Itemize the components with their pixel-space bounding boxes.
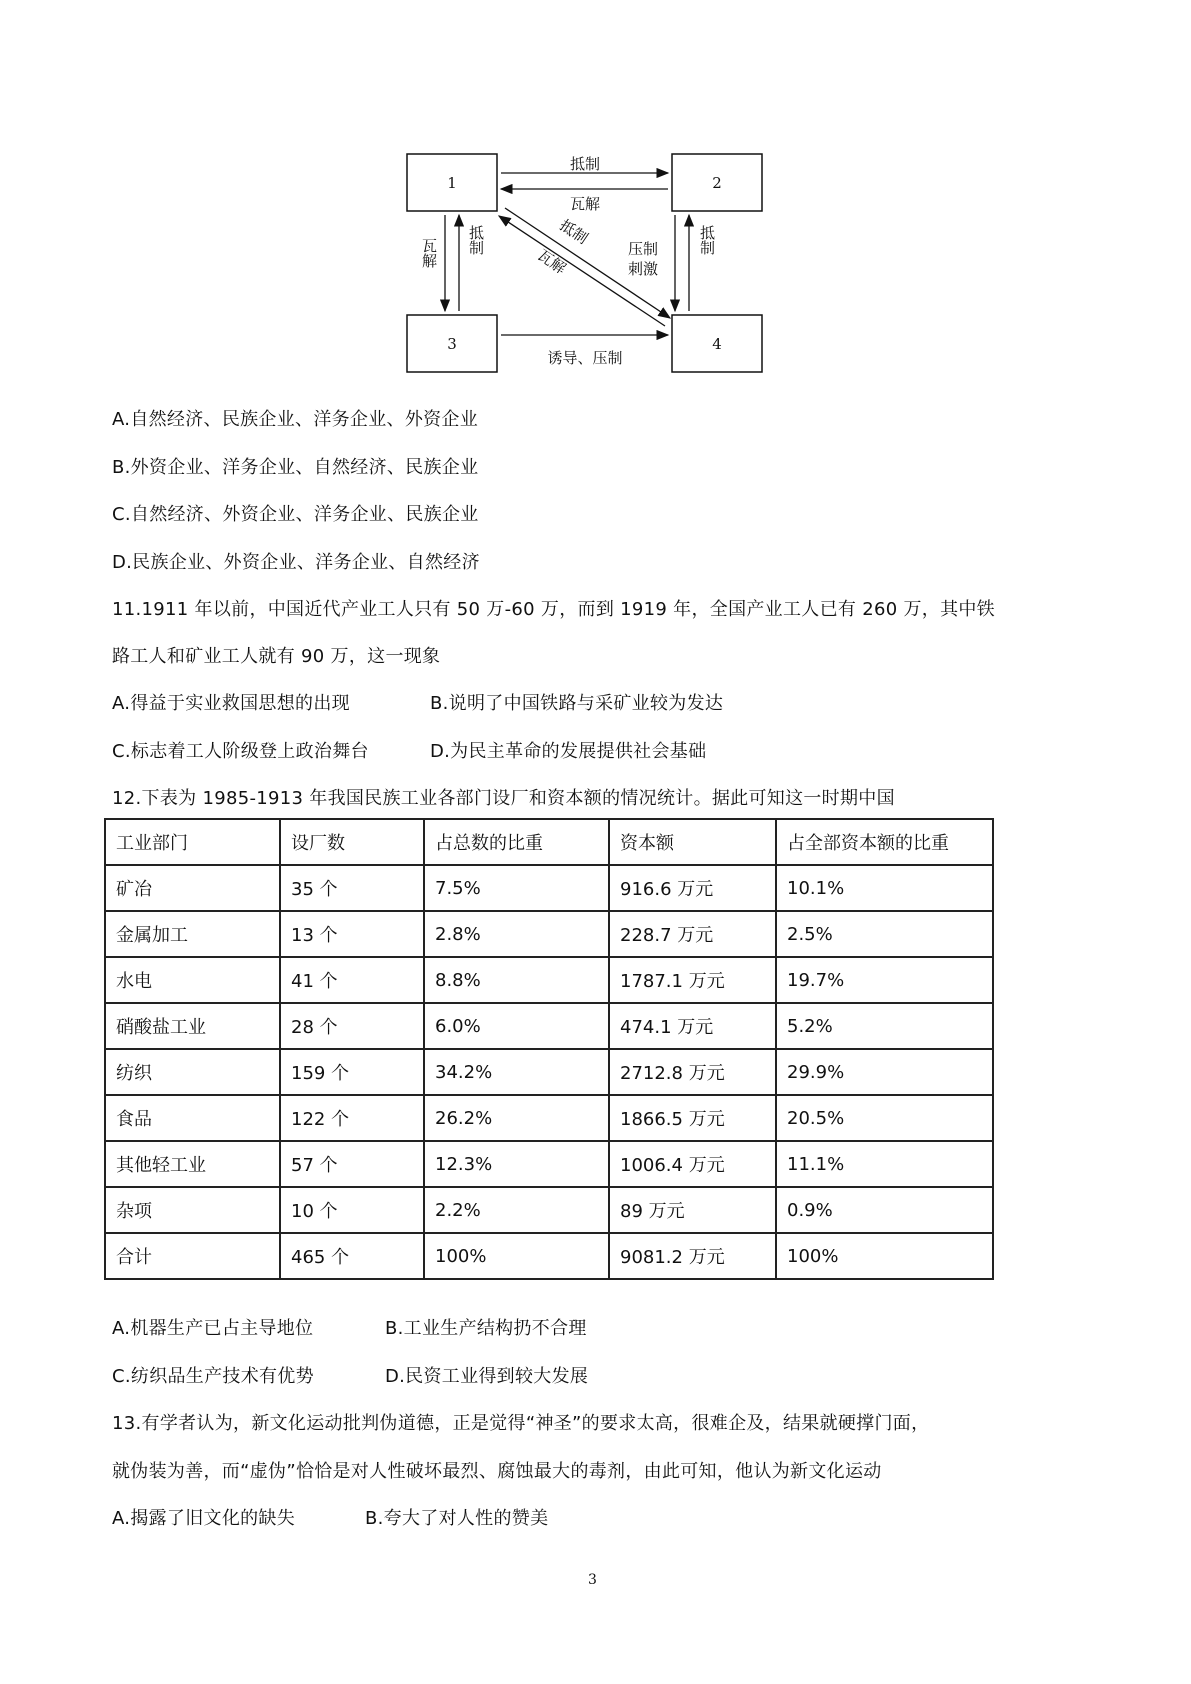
label-left-resist: 抵制 <box>467 225 485 255</box>
table-cell: 杂项 <box>105 1187 280 1233</box>
label-right-stimulate: 刺激 <box>627 260 659 278</box>
table-cell: 12.3% <box>424 1141 609 1187</box>
label-top-disintegrate: 瓦解 <box>569 195 601 213</box>
q11-option-b: B.说明了中国铁路与采矿业较为发达 <box>430 693 724 714</box>
label-right-suppress: 压制 <box>627 240 659 258</box>
table-cell: 6.0% <box>424 1003 609 1049</box>
q11-stem-line-2: 路工人和矿业工人就有 90 万，这一现象 <box>112 646 441 667</box>
box-1-label: 1 <box>447 174 457 192</box>
relationship-diagram <box>405 148 775 383</box>
label-top-resist: 抵制 <box>569 155 601 173</box>
table-cell: 硝酸盐工业 <box>105 1003 280 1049</box>
table-cell: 89 万元 <box>609 1187 776 1233</box>
table-cell: 2712.8 万元 <box>609 1049 776 1095</box>
table-row <box>105 957 993 1003</box>
table-cell: 100% <box>424 1233 609 1279</box>
table-cell: 9081.2 万元 <box>609 1233 776 1279</box>
table-cell: 金属加工 <box>105 911 280 957</box>
table-row <box>105 911 993 957</box>
q13-option-b: B.夸大了对人性的赞美 <box>365 1508 549 1529</box>
table-cell: 35 个 <box>280 865 424 911</box>
table-cell: 5.2% <box>776 1003 993 1049</box>
q12-option-a: A.机器生产已占主导地位 <box>112 1318 314 1339</box>
q11-option-c: C.标志着工人阶级登上政治舞台 <box>112 741 369 762</box>
q10-option-a: A.自然经济、民族企业、洋务企业、外资企业 <box>112 409 479 430</box>
table-row <box>105 1095 993 1141</box>
table-row <box>105 1187 993 1233</box>
table-cell: 1866.5 万元 <box>609 1095 776 1141</box>
relationship-diagram-svg <box>405 148 775 383</box>
table-row <box>105 1141 993 1187</box>
box-3-label: 3 <box>447 335 457 353</box>
table-cell: 水电 <box>105 957 280 1003</box>
table-cell: 57 个 <box>280 1141 424 1187</box>
table-cell: 29.9% <box>776 1049 993 1095</box>
table-cell: 26.2% <box>424 1095 609 1141</box>
table-row <box>105 865 993 911</box>
table-cell: 2.5% <box>776 911 993 957</box>
table-cell: 纺织 <box>105 1049 280 1095</box>
q11-option-d: D.为民主革命的发展提供社会基础 <box>430 741 707 762</box>
table-cell: 2.2% <box>424 1187 609 1233</box>
table-row <box>105 1233 993 1279</box>
q10-option-b: B.外资企业、洋务企业、自然经济、民族企业 <box>112 457 479 478</box>
table-cell: 474.1 万元 <box>609 1003 776 1049</box>
table-cell: 10 个 <box>280 1187 424 1233</box>
q13-option-a: A.揭露了旧文化的缺失 <box>112 1508 296 1529</box>
q11-option-a: A.得益于实业救国思想的出现 <box>112 693 350 714</box>
q12-option-b: B.工业生产结构扔不合理 <box>385 1318 587 1339</box>
label-bottom-induce: 诱导、压制 <box>547 349 623 367</box>
table-cell: 0.9% <box>776 1187 993 1233</box>
table-cell: 100% <box>776 1233 993 1279</box>
table-cell: 2.8% <box>424 911 609 957</box>
table-cell: 1787.1 万元 <box>609 957 776 1003</box>
q13-stem-line-2: 就伪装为善，而“虚伪”恰恰是对人性破坏最烈、腐蚀最大的毒剂，由此可知，他认为新文化运动 <box>112 1461 882 1482</box>
table-header-row <box>105 819 993 865</box>
table-header-cell: 资本额 <box>609 819 776 865</box>
table-row <box>105 1003 993 1049</box>
table-cell: 10.1% <box>776 865 993 911</box>
q13-stem-line-1: 13.有学者认为，新文化运动批判伪道德，正是觉得“神圣”的要求太高，很难企及，结果就硬撑门面， <box>112 1413 930 1434</box>
table-cell: 食品 <box>105 1095 280 1141</box>
table-cell: 20.5% <box>776 1095 993 1141</box>
label-right-resist: 抵制 <box>698 225 716 255</box>
box-2-label: 2 <box>712 174 722 192</box>
q12-stem: 12.下表为 1985-1913 年我国民族工业各部门设厂和资本额的情况统计。据此可知这一时期中国 <box>112 788 895 809</box>
table-cell: 159 个 <box>280 1049 424 1095</box>
table-row <box>105 1049 993 1095</box>
table-cell: 合计 <box>105 1233 280 1279</box>
table-cell: 41 个 <box>280 957 424 1003</box>
industry-statistics-table <box>104 818 994 1280</box>
label-diag-disintegrate: 瓦解 <box>534 246 570 278</box>
q12-option-c: C.纺织品生产技术有优势 <box>112 1366 314 1387</box>
q10-option-d: D.民族企业、外资企业、洋务企业、自然经济 <box>112 552 480 573</box>
table-cell: 916.6 万元 <box>609 865 776 911</box>
table-cell: 13 个 <box>280 911 424 957</box>
q10-option-c: C.自然经济、外资企业、洋务企业、民族企业 <box>112 504 479 525</box>
table-cell: 其他轻工业 <box>105 1141 280 1187</box>
table-cell: 28 个 <box>280 1003 424 1049</box>
label-left-disintegrate: 瓦解 <box>420 238 438 268</box>
box-4-label: 4 <box>712 335 722 353</box>
label-diag-resist: 抵制 <box>556 216 592 248</box>
table-header-cell: 占全部资本额的比重 <box>776 819 993 865</box>
table-cell: 矿冶 <box>105 865 280 911</box>
table-cell: 7.5% <box>424 865 609 911</box>
page-number: 3 <box>588 1572 597 1588</box>
q11-stem-line-1: 11.1911 年以前，中国近代产业工人只有 50 万-60 万，而到 1919 年，全国产业工人已有 260 万，其中铁 <box>112 599 995 620</box>
table-header-cell: 设厂数 <box>280 819 424 865</box>
table-cell: 8.8% <box>424 957 609 1003</box>
table-header-cell: 占总数的比重 <box>424 819 609 865</box>
table-cell: 228.7 万元 <box>609 911 776 957</box>
table-cell: 122 个 <box>280 1095 424 1141</box>
table-cell: 1006.4 万元 <box>609 1141 776 1187</box>
table-cell: 11.1% <box>776 1141 993 1187</box>
table-cell: 34.2% <box>424 1049 609 1095</box>
table-cell: 19.7% <box>776 957 993 1003</box>
table-header-cell: 工业部门 <box>105 819 280 865</box>
table-cell: 465 个 <box>280 1233 424 1279</box>
q12-option-d: D.民资工业得到较大发展 <box>385 1366 589 1387</box>
